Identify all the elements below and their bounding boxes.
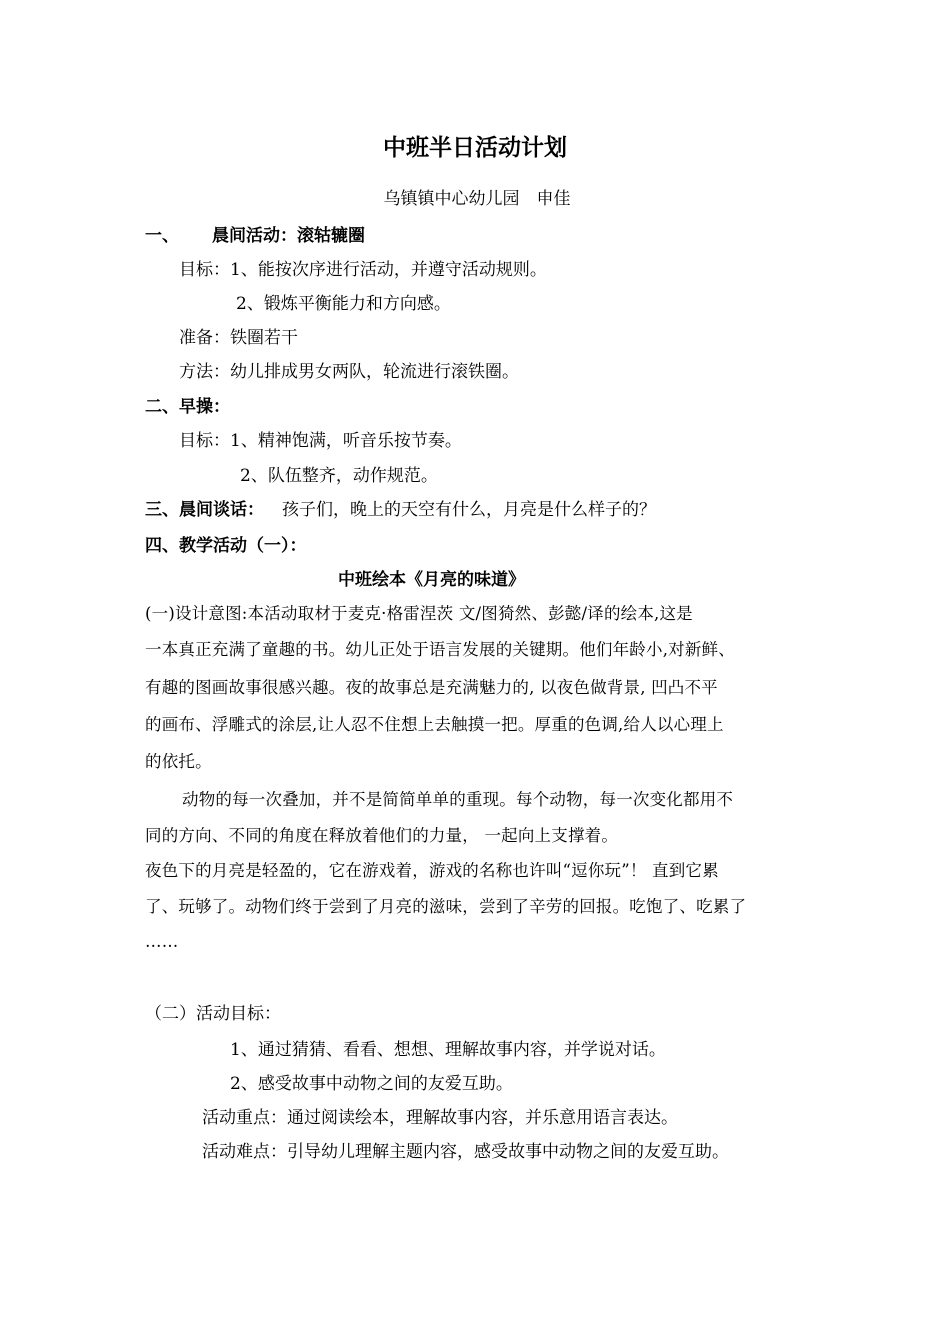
section-2-heading: 二、早操： [145, 397, 230, 417]
section-1-method: 方法：幼儿排成男女两队，轮流进行滚铁圈。 [179, 362, 519, 382]
activity-goal-1: 1、通过猜猜、看看、想想、理解故事内容，并学说对话。 [230, 1040, 666, 1060]
document-author: 乌镇镇中心幼儿园 申佳 [383, 189, 571, 209]
section-1-number: 一、 [145, 226, 179, 246]
design-line-3: 有趣的图画故事很感兴趣。夜的故事总是充满魅力的, 以夜色做背景, 凹凸不平 [145, 678, 718, 697]
design-line-2: 一本真正充满了童趣的书。幼儿正处于语言发展的关键期。他们年龄小,对新鲜、 [145, 640, 735, 659]
design-line-9: 了、玩够了。动物们终于尝到了月亮的滋味，尝到了辛劳的回报。吃饱了、吃累了 [145, 897, 747, 916]
goals-heading: （二）活动目标： [145, 1004, 281, 1024]
design-line-1: (一)设计意图:本活动取材于麦克·格雷涅茨 文/图猗然、彭懿/译的绘本,这是 [145, 604, 693, 623]
section-4-subtitle: 中班绘本《月亮的味道》 [338, 570, 525, 590]
section-1-goal-1: 目标：1、能按次序进行活动，并遵守活动规则。 [179, 260, 547, 280]
section-3-text: 孩子们，晚上的天空有什么，月亮是什么样子的？ [282, 500, 656, 520]
section-2-goal-2: 2、队伍整齐，动作规范。 [240, 466, 438, 486]
section-3-heading: 三、晨间谈话： [145, 500, 264, 520]
section-4-heading: 四、教学活动（一）： [145, 536, 307, 556]
section-1-preparation: 准备：铁圈若干 [179, 328, 298, 348]
design-line-10: …… [145, 932, 179, 951]
design-line-7: 同的方向、不同的角度在释放着他们的力量， 一起向上支撑着。 [145, 826, 619, 845]
design-line-8: 夜色下的月亮是轻盈的，它在游戏着，游戏的名称也许叫“逗你玩”！ 直到它累 [145, 861, 719, 880]
design-line-5: 的依托。 [145, 752, 212, 771]
activity-key-point: 活动重点：通过阅读绘本，理解故事内容，并乐意用语言表达。 [202, 1108, 678, 1128]
design-line-6: 动物的每一次叠加，并不是简简单单的重现。每个动物，每一次变化都用不 [182, 790, 734, 809]
activity-difficulty: 活动难点：引导幼儿理解主题内容，感受故事中动物之间的友爱互助。 [202, 1142, 729, 1162]
section-1-goal-2: 2、锻炼平衡能力和方向感。 [236, 294, 451, 314]
document-title: 中班半日活动计划 [383, 135, 567, 161]
section-1-heading: 晨间活动：滚轱辘圈 [212, 226, 365, 246]
section-2-goal-1: 目标：1、精神饱满，听音乐按节奏。 [179, 431, 462, 451]
design-line-4: 的画布、浮雕式的涂层,让人忍不住想上去触摸一把。厚重的色调,给人以心理上 [145, 715, 724, 734]
activity-goal-2: 2、感受故事中动物之间的友爱互助。 [230, 1074, 513, 1094]
